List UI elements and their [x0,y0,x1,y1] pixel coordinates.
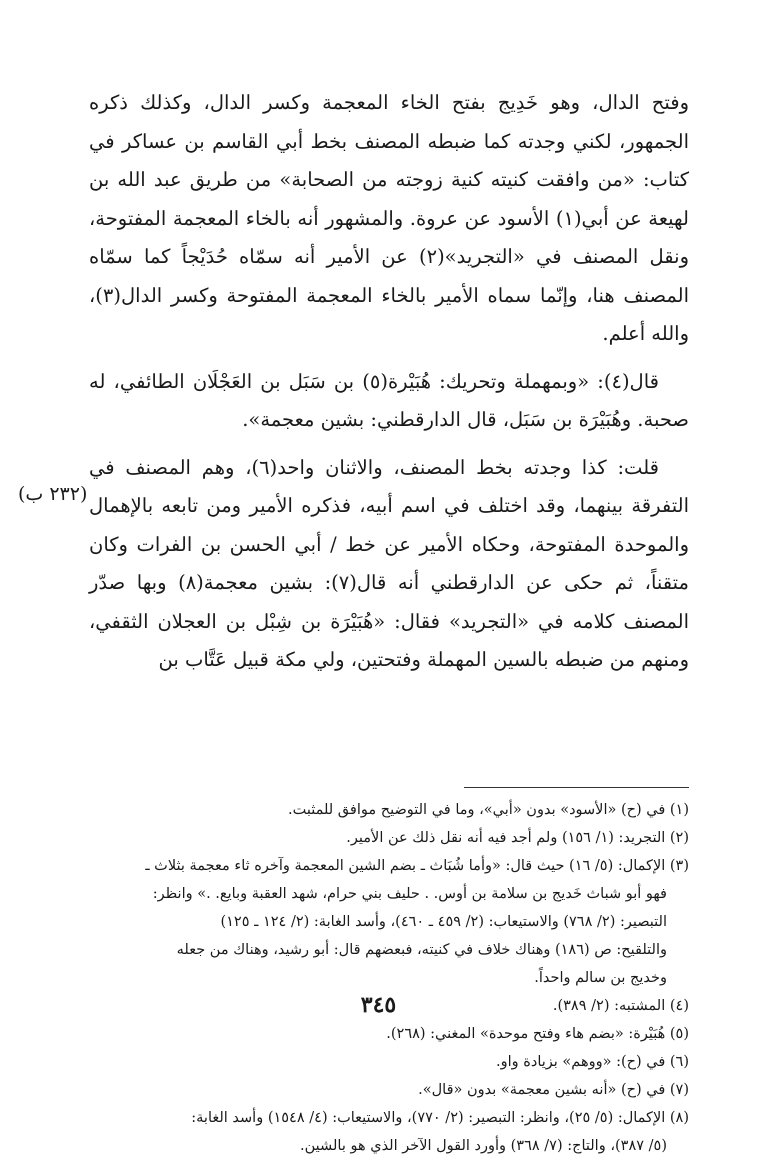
footnote-3-cont: التبصير: (٢/ ٧٦٨) والاستيعاب: (٢/ ٤٥٩ ـ ٤٦٠)، وأسد الغابة: (٢/ ١٢٤ ـ ١٢٥) [220,914,667,930]
paragraph-1: وفتح الدال، وهو خَدِيج بفتح الخاء المعجمة وكسر الدال، وكذلك ذكره الجمهور، لكني وجدته كما ضبطه المصنف بخط أبي القاسم بن عساكر في كتاب: «من وافقت كنيته كنية زوجته من الصحابة» من طريق عبد الله بن لهيعة عن أبي(١) الأسود عن عروة. والمشهور أنه بالخاء المعجمة المفتوحة، ونقل المصنف في «التجريد»(٢) عن الأمير أنه سمّاه حُدَيْجاً كما سمّاه المصنف هنا، وإنّما سماه الأمير بالخاء المعجمة المفتوحة وكسر الدال(٣)، والله أعلم. [89,91,689,345]
footnote-6: (٦) في (ح): «ووهم» بزيادة واو. [496,1054,689,1070]
footnote-3-cont: فهو أبو شباث خَديج بن سلامة بن أوس. . حليف بني حرام، شهد العقبة وبايع. .» وانظر: [152,886,667,902]
page-number: ٣٤٥ [360,992,397,1018]
footnote-3-cont: والتلقيح: ص (١٨٦) وهناك خلاف في كنيته، فبعضهم قال: أبو رشيد، وهناك من جعله [176,942,667,958]
footnote-4: (٤) المشتبه: (٢/ ٣٨٩). [552,998,689,1014]
manuscript-folio-marker: (٢٣٢ ب) [18,483,88,505]
paragraph-2: قال(٤): «وبمهملة وتحريك: هُبَيْرة(٥) بن سَبَل بن العَجْلَان الطائفي، له صحبة. وهُبَيْرَة بن سَبَل، قال الدارقطني: بشين معجمة». [89,369,689,431]
footnotes [89,796,689,1160]
footnote-7: (٧) في (ح) «أنه بشين معجمة» بدون «قال». [418,1082,689,1098]
main-text [89,84,689,689]
footnote-2: (٢) التجريد: (١/ ١٥٦) ولم أجد فيه أنه نقل ذلك عن الأمير. [346,830,689,846]
footnote-separator [464,787,689,788]
footnote-8-cont: (٥/ ٣٨٧)، والتاج: (٧/ ٣٦٨) وأورد القول الآخر الذي هو بالشين. [300,1138,667,1154]
footnote-1: (١) في (ح) «الأسود» بدون «أبي»، وما في التوضيح موافق للمثبت. [288,802,689,818]
footnote-8: (٨) الإكمال: (٥/ ٢٥)، وانظر: التبصير: (٢/ ٧٧٠)، والاستيعاب: (٤/ ١٥٤٨) وأسد الغابة: [191,1110,689,1126]
paragraph-3: قلت: كذا وجدته بخط المصنف، والاثنان واحد(٦)، وهم المصنف في التفرقة بينهما، وقد اختلف في اسم أبيه، فذكره الأمير ومن تابعه بالإهمال والموحدة المفتوحة، وحكاه الأمير عن خط / أبي الحسن بن الفرات وكان متقناً، ثم حكى عن الدارقطني أنه قال(٧): بشين معجمة(٨) وبها صدّر المصنف كلامه في «التجريد» فقال: «هُبَيْرَة بن شِبْل بن العجلان الثقفي، ومنهم من ضبطه بالسين المهملة وفتحتين، ولي مكة قبيل عَتَّاب بن [89,455,689,671]
footnote-3-cont: وخديج بن سالم واحداً. [534,970,667,986]
footnote-5: (٥) هُبَيْرة: «بضم هاء وفتح موحدة» المغني: (٢٦٨). [386,1026,689,1042]
footnote-3: (٣) الإكمال: (٥/ ١٦) حيث قال: «وأما شُبَاث ـ بضم الشين المعجمة وآخره ثاء معجمة بثلاث ـ [145,858,689,874]
